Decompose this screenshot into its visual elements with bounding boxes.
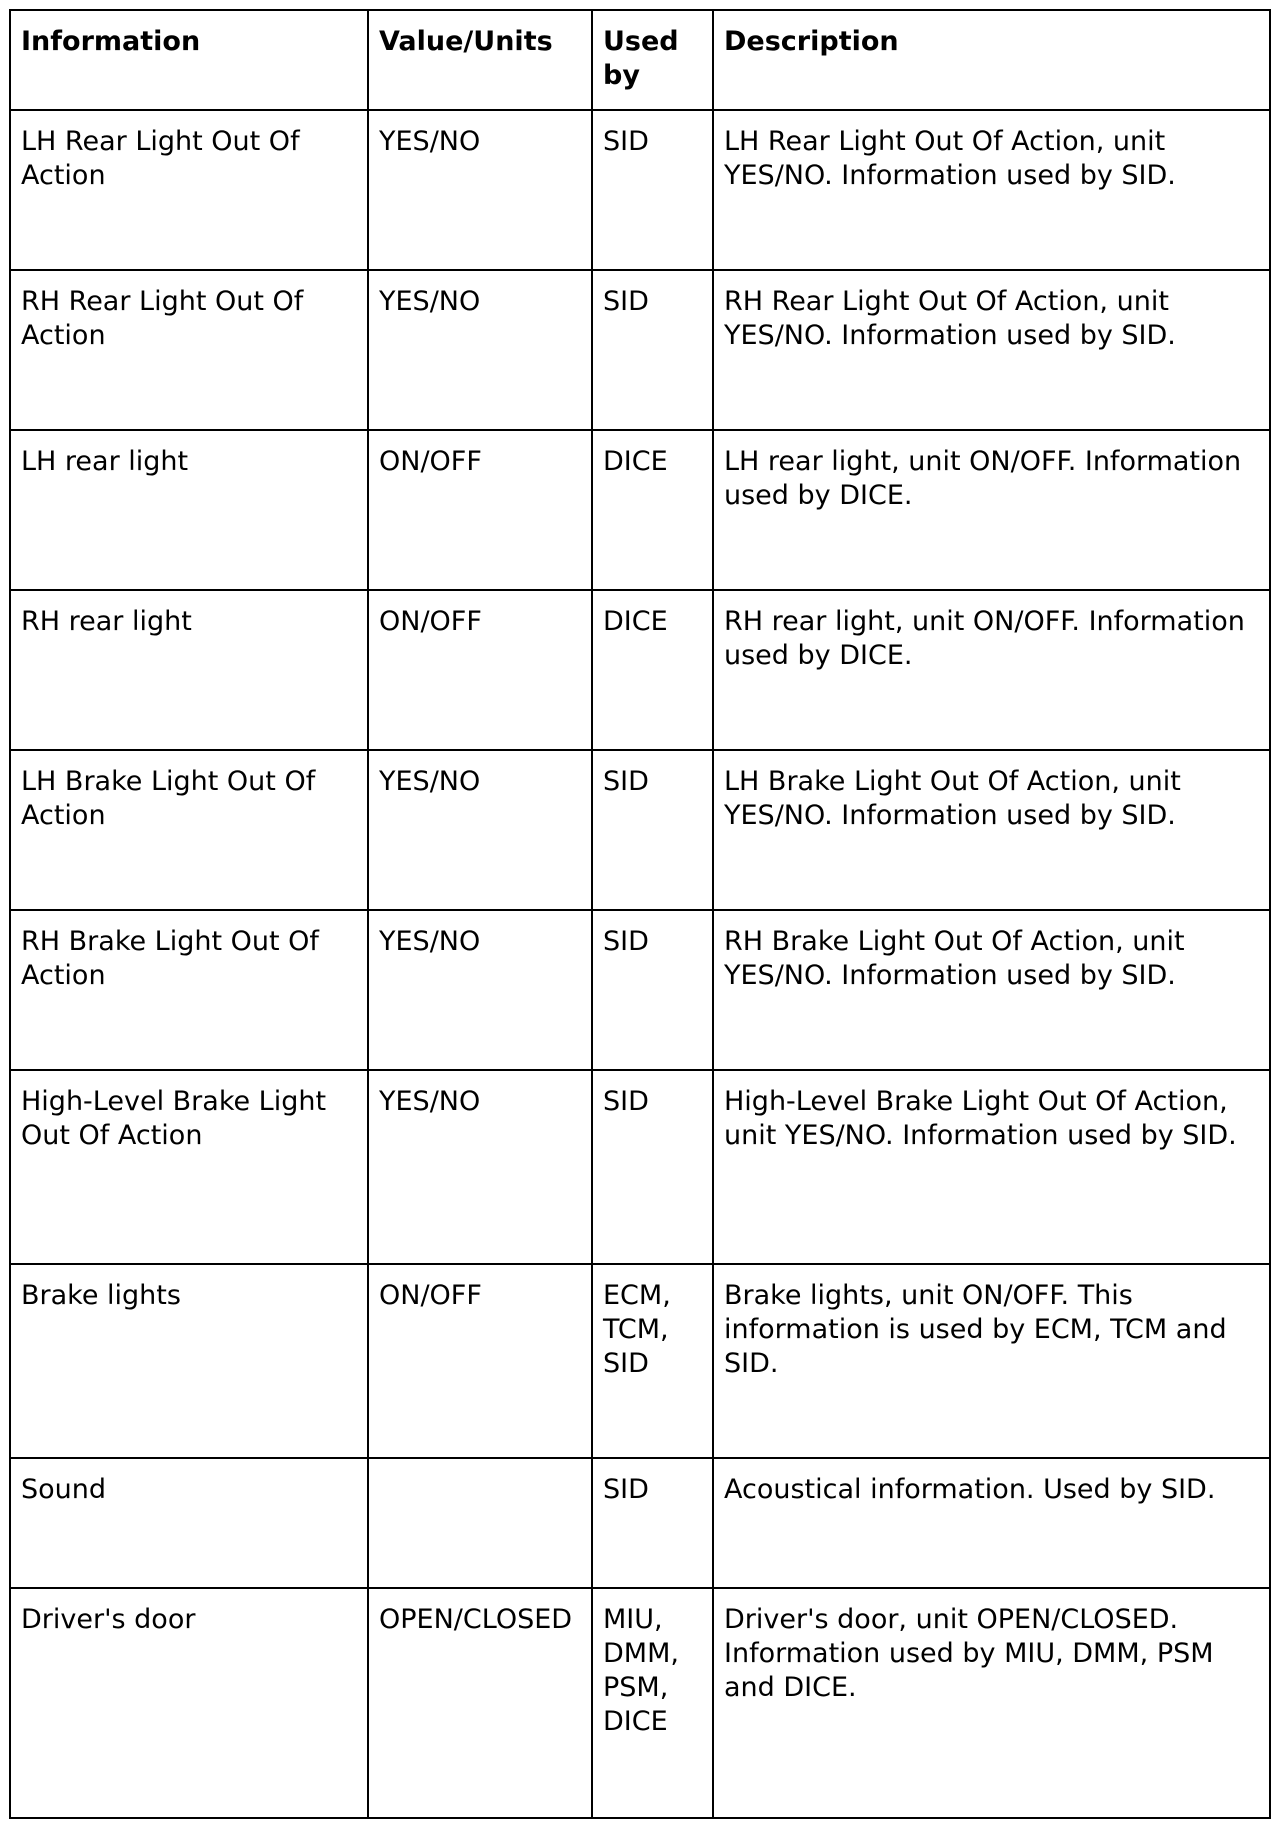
cell-information: LH rear light: [10, 430, 368, 590]
table-row: [10, 110, 1270, 270]
cell-used-by: [592, 270, 713, 430]
cell-value-units: ON/OFF: [368, 590, 592, 750]
table-row: [10, 750, 1270, 910]
cell-value-units: YES/NO: [368, 1070, 592, 1264]
cell-value-units: ON/OFF: [368, 1264, 592, 1458]
used-by-item: DICE: [603, 1706, 668, 1737]
table-header: [10, 10, 1270, 110]
table-row: [10, 1264, 1270, 1458]
table-row: [10, 270, 1270, 430]
cell-information: LH Rear Light Out Of Action: [10, 110, 368, 270]
cell-information: Sound: [10, 1458, 368, 1588]
cell-used-by: [592, 590, 713, 750]
used-by-item: MIU,: [603, 1604, 663, 1635]
cell-description: LH Rear Light Out Of Action, unit YES/NO. Information used by SID.: [713, 110, 1270, 270]
cell-description: LH Brake Light Out Of Action, unit YES/NO. Information used by SID.: [713, 750, 1270, 910]
cell-value-units: ON/OFF: [368, 430, 592, 590]
header-information: Information: [10, 10, 368, 110]
header-description: Description: [713, 10, 1270, 110]
signal-info-table: [9, 9, 1271, 1819]
cell-value-units: [368, 1458, 592, 1588]
used-by-item: TCM,: [603, 1314, 669, 1345]
cell-information: Driver's door: [10, 1588, 368, 1818]
used-by-item: DICE: [603, 606, 668, 637]
cell-value-units: YES/NO: [368, 110, 592, 270]
cell-used-by: [592, 750, 713, 910]
used-by-item: DMM,: [603, 1638, 679, 1669]
used-by-item: SID: [603, 1086, 649, 1117]
used-by-item: PSM,: [603, 1672, 669, 1703]
cell-used-by: [592, 910, 713, 1070]
table-row: [10, 430, 1270, 590]
cell-used-by: [592, 430, 713, 590]
cell-description: RH Rear Light Out Of Action, unit YES/NO. Information used by SID.: [713, 270, 1270, 430]
cell-information: RH Brake Light Out Of Action: [10, 910, 368, 1070]
table-row: [10, 1588, 1270, 1818]
cell-description: Acoustical information. Used by SID.: [713, 1458, 1270, 1588]
header-row: [10, 10, 1270, 110]
cell-used-by: [592, 1264, 713, 1458]
cell-description: Brake lights, unit ON/OFF. This information is used by ECM, TCM and SID.: [713, 1264, 1270, 1458]
used-by-item: ECM,: [603, 1280, 671, 1311]
cell-description: LH rear light, unit ON/OFF. Information used by DICE.: [713, 430, 1270, 590]
cell-used-by: [592, 1070, 713, 1264]
table-row: [10, 590, 1270, 750]
cell-description: RH Brake Light Out Of Action, unit YES/NO. Information used by SID.: [713, 910, 1270, 1070]
table-row: [10, 1458, 1270, 1588]
cell-used-by: [592, 1588, 713, 1818]
cell-description: RH rear light, unit ON/OFF. Information used by DICE.: [713, 590, 1270, 750]
cell-value-units: YES/NO: [368, 270, 592, 430]
used-by-item: DICE: [603, 446, 668, 477]
table-row: [10, 910, 1270, 1070]
cell-information: LH Brake Light Out Of Action: [10, 750, 368, 910]
used-by-item: SID: [603, 286, 649, 317]
cell-value-units: OPEN/CLOSED: [368, 1588, 592, 1818]
cell-used-by: [592, 1458, 713, 1588]
cell-used-by: [592, 110, 713, 270]
table-row: [10, 1070, 1270, 1264]
cell-value-units: YES/NO: [368, 910, 592, 1070]
used-by-item: SID: [603, 766, 649, 797]
cell-information: RH rear light: [10, 590, 368, 750]
header-used-by: Used by: [592, 10, 713, 110]
used-by-item: SID: [603, 1474, 649, 1505]
cell-information: Brake lights: [10, 1264, 368, 1458]
table-body: [10, 110, 1270, 1818]
cell-description: High-Level Brake Light Out Of Action, unit YES/NO. Information used by SID.: [713, 1070, 1270, 1264]
used-by-item: SID: [603, 1348, 649, 1379]
cell-description: Driver's door, unit OPEN/CLOSED. Information used by MIU, DMM, PSM and DICE.: [713, 1588, 1270, 1818]
used-by-item: SID: [603, 126, 649, 157]
used-by-item: SID: [603, 926, 649, 957]
cell-information: High-Level Brake Light Out Of Action: [10, 1070, 368, 1264]
cell-value-units: YES/NO: [368, 750, 592, 910]
cell-information: RH Rear Light Out Of Action: [10, 270, 368, 430]
header-value-units: Value/Units: [368, 10, 592, 110]
